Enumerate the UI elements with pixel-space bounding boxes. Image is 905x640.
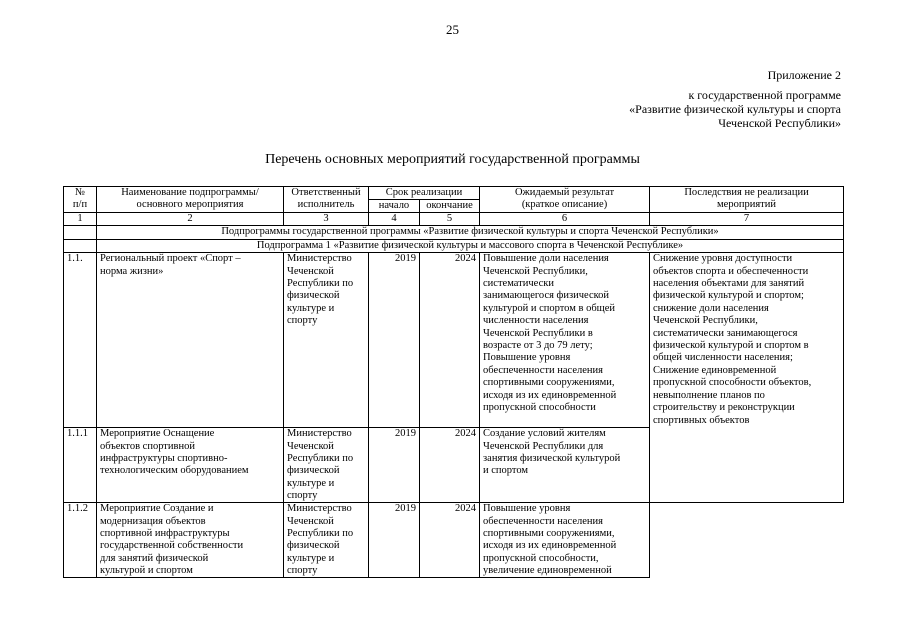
page-number: 25 [446,22,459,37]
row-responsible: Министерство Чеченской Республики по физической культуре и спорту [284,428,369,503]
row-end-year: 2024 [420,253,480,428]
row-start-year: 2019 [369,503,420,578]
subprogram-title: Подпрограмма 1 «Развитие физической культуры и массового спорта в Чеченской Республике» [97,239,844,252]
column-number-row [64,213,844,226]
row-responsible: Министерство Чеченской Республики по физической культуре и спорту [284,503,369,578]
subprogram-row [64,239,844,252]
header-num: № п/п [64,187,97,213]
row-name: Мероприятие Создание и модернизация объектов спортивной инфраструктуры государственной собственности для занятий физической культурой и спортом [97,503,284,578]
header-period: Срок реализации [369,187,480,200]
header-consequences: Последствия не реализации мероприятий [650,187,844,213]
column-number: 1 [64,213,97,226]
column-number: 5 [420,213,480,226]
row-end-year: 2024 [420,428,480,503]
column-number: 2 [97,213,284,226]
column-number: 6 [480,213,650,226]
row-result: Повышение доли населения Чеченской Республики, систематически занимающегося физической культурой и спортом в общей численности населения Чеченской Республики в возрасте от 3 до 79 лету; Повышение уровня обеспеченности населения спортивными сооружениями, исходя из их единовременной пропускной способности [480,253,650,428]
program-title: Подпрограммы государственной программы «Развитие физической культуры и спорта Чеченской Республики» [97,226,844,239]
appendix-ref-line: «Развитие физической культуры и спорта [629,102,841,116]
row-number: 1.1. [64,253,97,428]
activities-table [63,186,844,578]
header-responsible: Ответственный исполнитель [284,187,369,213]
row-result: Повышение уровня обеспеченности населения спортивными сооружениями, исходя из их единовременной пропускной способности, увеличение единовременной [480,503,650,578]
row-start-year: 2019 [369,428,420,503]
row-result: Создание условий жителям Чеченской Республики для занятия физической культурой и спортом [480,428,650,503]
header-name: Наименование подпрограммы/ основного мероприятия [97,187,284,213]
column-number: 7 [650,213,844,226]
program-row [64,226,844,239]
header-end: окончание [420,200,480,213]
row-name: Региональный проект «Спорт – норма жизни» [97,253,284,428]
appendix-ref-line: Чеченской Республики» [718,116,841,130]
appendix-ref-line: к государственной программе [688,88,841,102]
row-number: 1.1.1 [64,428,97,503]
row-number: 1.1.2 [64,503,97,578]
appendix-reference [541,88,841,130]
table-header-row [64,187,844,200]
column-number: 4 [369,213,420,226]
column-number: 3 [284,213,369,226]
row-name: Мероприятие Оснащение объектов спортивной инфраструктуры спортивно- технологическим оборудованием [97,428,284,503]
row-consequences: Снижение уровня доступности объектов спорта и обеспеченности населения объектами для занятий физической культурой и спортом; снижение доли населения Чеченской Республики, систематически занимающегося физической культурой и спортом в общей численности населения; Снижение единовременной пропускной способности объектов, невыполнение планов по строительству и реконструкции спортивных объектов [650,253,844,503]
document-title: Перечень основных мероприятий государственной программы [265,152,640,167]
header-start: начало [369,200,420,213]
row-start-year: 2019 [369,253,420,428]
row-responsible: Министерство Чеченской Республики по физической культуре и спорту [284,253,369,428]
row-end-year: 2024 [420,503,480,578]
table-row [64,253,844,428]
table-row [64,503,844,578]
appendix-label: Приложение 2 [767,68,841,82]
header-result: Ожидаемый результат (краткое описание) [480,187,650,213]
